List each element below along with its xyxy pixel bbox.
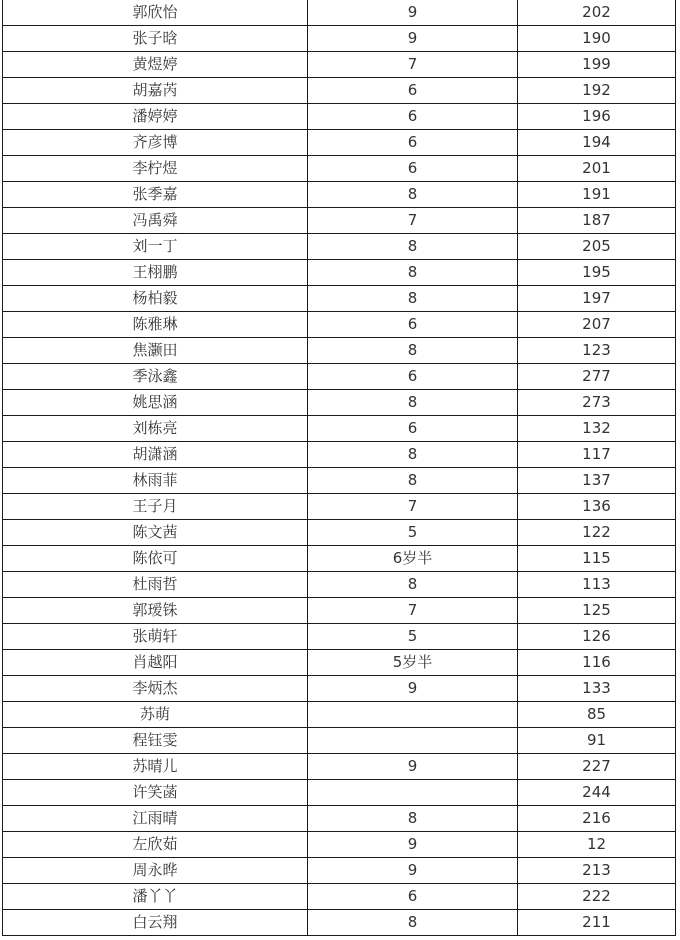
table-row [3, 338, 676, 364]
name-cell: 郭欣怡 [3, 0, 308, 26]
age-cell: 6 [308, 312, 518, 338]
name-cell: 刘栋亮 [3, 416, 308, 442]
score-cell: 244 [518, 780, 676, 806]
name-cell: 周永晔 [3, 858, 308, 884]
name-cell: 潘婷婷 [3, 104, 308, 130]
score-table [2, 0, 676, 936]
table-row [3, 104, 676, 130]
score-cell: 12 [518, 832, 676, 858]
score-cell: 190 [518, 26, 676, 52]
table-row [3, 598, 676, 624]
name-cell: 王栩鹏 [3, 260, 308, 286]
age-cell: 6 [308, 130, 518, 156]
table-row [3, 442, 676, 468]
table-row [3, 728, 676, 754]
score-cell: 216 [518, 806, 676, 832]
score-table-body [3, 0, 676, 936]
table-row [3, 26, 676, 52]
age-cell: 7 [308, 494, 518, 520]
name-cell: 许笑菡 [3, 780, 308, 806]
name-cell: 苏萌 [3, 702, 308, 728]
age-cell [308, 780, 518, 806]
age-cell: 6 [308, 884, 518, 910]
score-cell: 205 [518, 234, 676, 260]
age-cell: 9 [308, 26, 518, 52]
table-row [3, 130, 676, 156]
name-cell: 潘丫丫 [3, 884, 308, 910]
table-row [3, 546, 676, 572]
name-cell: 苏晴儿 [3, 754, 308, 780]
score-cell: 201 [518, 156, 676, 182]
age-cell: 6 [308, 156, 518, 182]
name-cell: 杨柏毅 [3, 286, 308, 312]
score-cell: 133 [518, 676, 676, 702]
age-cell: 6 [308, 104, 518, 130]
name-cell: 冯禹舜 [3, 208, 308, 234]
age-cell [308, 728, 518, 754]
score-cell: 192 [518, 78, 676, 104]
score-cell: 207 [518, 312, 676, 338]
age-cell: 8 [308, 910, 518, 936]
name-cell: 程钰雯 [3, 728, 308, 754]
age-cell: 8 [308, 468, 518, 494]
table-row [3, 208, 676, 234]
table-row [3, 234, 676, 260]
table-row [3, 468, 676, 494]
name-cell: 黄煜婷 [3, 52, 308, 78]
score-cell: 222 [518, 884, 676, 910]
name-cell: 焦灏田 [3, 338, 308, 364]
name-cell: 刘一丁 [3, 234, 308, 260]
age-cell: 8 [308, 260, 518, 286]
name-cell: 白云翔 [3, 910, 308, 936]
age-cell: 5岁半 [308, 650, 518, 676]
table-row [3, 52, 676, 78]
name-cell: 张子晗 [3, 26, 308, 52]
score-cell: 122 [518, 520, 676, 546]
age-cell: 8 [308, 234, 518, 260]
score-cell: 115 [518, 546, 676, 572]
name-cell: 张萌轩 [3, 624, 308, 650]
score-cell: 132 [518, 416, 676, 442]
name-cell: 左欣茹 [3, 832, 308, 858]
table-row [3, 0, 676, 26]
score-cell: 227 [518, 754, 676, 780]
table-row [3, 676, 676, 702]
age-cell: 9 [308, 858, 518, 884]
age-cell: 7 [308, 52, 518, 78]
score-cell: 199 [518, 52, 676, 78]
name-cell: 胡潇涵 [3, 442, 308, 468]
age-cell: 8 [308, 442, 518, 468]
score-cell: 195 [518, 260, 676, 286]
table-row [3, 520, 676, 546]
age-cell: 9 [308, 676, 518, 702]
age-cell: 5 [308, 624, 518, 650]
age-cell: 5 [308, 520, 518, 546]
name-cell: 姚思涵 [3, 390, 308, 416]
score-cell: 136 [518, 494, 676, 520]
table-row [3, 572, 676, 598]
age-cell: 8 [308, 286, 518, 312]
score-cell: 273 [518, 390, 676, 416]
name-cell: 齐彦博 [3, 130, 308, 156]
score-cell: 191 [518, 182, 676, 208]
name-cell: 陈雅琳 [3, 312, 308, 338]
table-row [3, 754, 676, 780]
name-cell: 季泳鑫 [3, 364, 308, 390]
score-cell: 277 [518, 364, 676, 390]
name-cell: 郭瑷铢 [3, 598, 308, 624]
name-cell: 张季嘉 [3, 182, 308, 208]
table-row [3, 780, 676, 806]
score-cell: 85 [518, 702, 676, 728]
score-cell: 113 [518, 572, 676, 598]
table-row [3, 390, 676, 416]
table-row [3, 156, 676, 182]
score-cell: 126 [518, 624, 676, 650]
table-row [3, 884, 676, 910]
age-cell: 8 [308, 390, 518, 416]
age-cell: 6 [308, 416, 518, 442]
name-cell: 杜雨哲 [3, 572, 308, 598]
age-cell [308, 702, 518, 728]
score-cell: 196 [518, 104, 676, 130]
score-cell: 137 [518, 468, 676, 494]
age-cell: 6 [308, 364, 518, 390]
age-cell: 9 [308, 0, 518, 26]
table-row [3, 702, 676, 728]
table-row [3, 494, 676, 520]
table-row [3, 910, 676, 936]
name-cell: 江雨晴 [3, 806, 308, 832]
table-row [3, 416, 676, 442]
age-cell: 9 [308, 832, 518, 858]
score-cell: 202 [518, 0, 676, 26]
table-row [3, 806, 676, 832]
age-cell: 8 [308, 806, 518, 832]
score-cell: 213 [518, 858, 676, 884]
name-cell: 陈文茜 [3, 520, 308, 546]
table-row [3, 832, 676, 858]
score-cell: 194 [518, 130, 676, 156]
score-cell: 197 [518, 286, 676, 312]
score-cell: 117 [518, 442, 676, 468]
score-cell: 123 [518, 338, 676, 364]
table-row [3, 312, 676, 338]
age-cell: 7 [308, 598, 518, 624]
table-row [3, 182, 676, 208]
name-cell: 林雨菲 [3, 468, 308, 494]
score-cell: 187 [518, 208, 676, 234]
table-row [3, 78, 676, 104]
age-cell: 8 [308, 182, 518, 208]
score-cell: 116 [518, 650, 676, 676]
table-row [3, 624, 676, 650]
name-cell: 胡嘉芮 [3, 78, 308, 104]
name-cell: 陈依可 [3, 546, 308, 572]
name-cell: 李柠煜 [3, 156, 308, 182]
score-cell: 125 [518, 598, 676, 624]
score-cell: 211 [518, 910, 676, 936]
table-row [3, 364, 676, 390]
age-cell: 8 [308, 572, 518, 598]
table-row [3, 286, 676, 312]
age-cell: 9 [308, 754, 518, 780]
age-cell: 7 [308, 208, 518, 234]
name-cell: 李炳杰 [3, 676, 308, 702]
age-cell: 6 [308, 78, 518, 104]
table-row [3, 858, 676, 884]
name-cell: 肖越阳 [3, 650, 308, 676]
table-row [3, 650, 676, 676]
age-cell: 8 [308, 338, 518, 364]
name-cell: 王子月 [3, 494, 308, 520]
table-row [3, 260, 676, 286]
age-cell: 6岁半 [308, 546, 518, 572]
score-cell: 91 [518, 728, 676, 754]
